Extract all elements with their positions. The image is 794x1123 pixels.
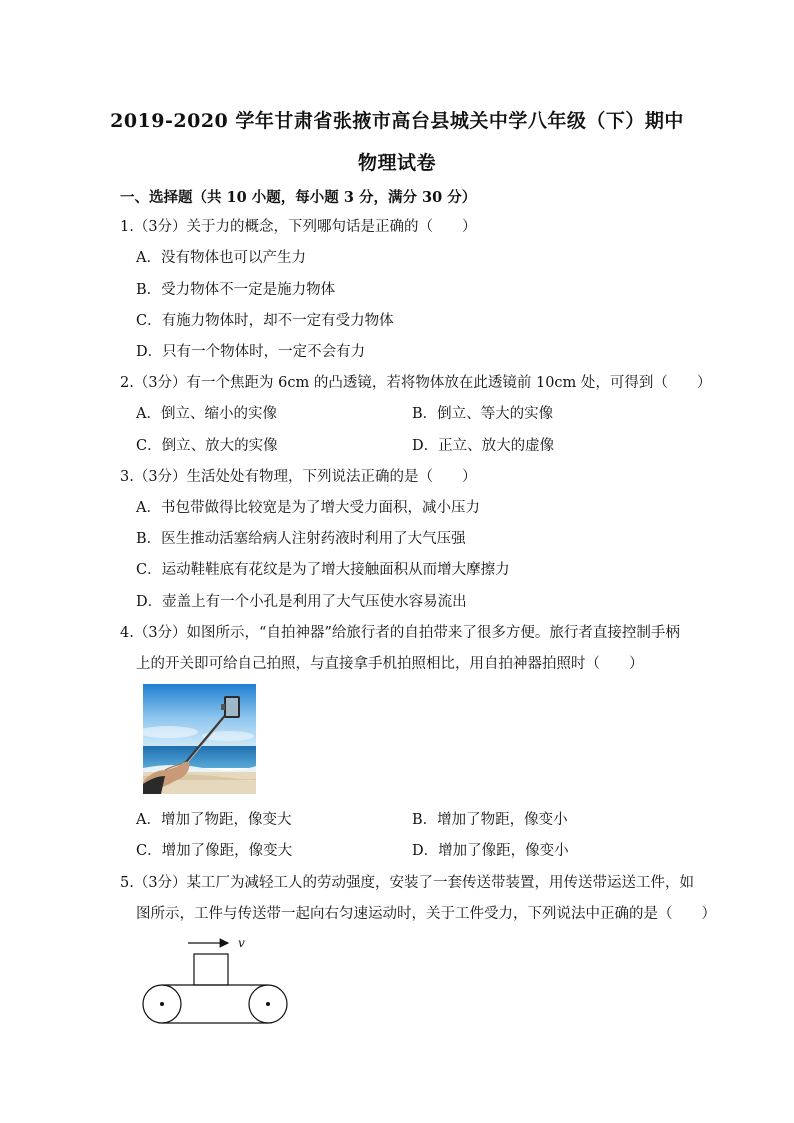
question-4-option-d: D．增加了像距，像变小 xyxy=(412,843,569,859)
question-4-option-a: A．增加了物距，像变大 xyxy=(136,812,292,828)
question-2-option-b: B．倒立、等大的实像 xyxy=(412,406,554,422)
question-3-stem: 3.（3分）生活处处有物理，下列说法正确的是（ ） xyxy=(120,469,477,485)
question-4-option-c: C．增加了像距，像变大 xyxy=(136,843,293,859)
section-header: 一、选择题（共 10 小题，每小题 3 分，满分 30 分） xyxy=(120,189,477,206)
question-5-stem-continued: 图所示，工件与传送带一起向右匀速运动时，关于工件受力，下列说法中正确的是（ ） xyxy=(136,906,716,922)
conveyor-belt-diagram xyxy=(136,936,296,1031)
question-5-stem: 5.（3分）某工厂为减轻工人的劳动强度，安装了一套传送带装置，用传送带运送工件，如 xyxy=(120,875,695,891)
exam-title-line-1: 2019-2020 学年甘肃省张掖市高台县城关中学八年级（下）期中 xyxy=(110,110,684,132)
question-4-stem: 4.（3分）如图所示，“自拍神器”给旅行者的自拍带来了很多方便。旅行者直接控制手柄 xyxy=(120,625,680,641)
exam-title-line-2: 物理试卷 xyxy=(357,152,436,174)
velocity-label: v xyxy=(238,936,245,950)
question-4-stem-continued: 上的开关即可给自己拍照，与直接拿手机拍照相比，用自拍神器拍照时（ ） xyxy=(136,656,644,672)
question-1-option-c: C．有施力物体时，却不一定有受力物体 xyxy=(136,313,394,329)
question-4-option-b: B．增加了物距，像变小 xyxy=(412,812,568,828)
question-3-option-c: C．运动鞋鞋底有花纹是为了增大接触面积从而增大摩擦力 xyxy=(136,562,510,578)
selfie-stick-photo xyxy=(143,684,256,794)
question-2-stem: 2.（3分）有一个焦距为 6cm 的凸透镜，若将物体放在此透镜前 10cm 处，可得到（ ） xyxy=(120,375,712,391)
question-1-option-b: B．受力物体不一定是施力物体 xyxy=(136,282,336,298)
question-2-option-c: C．倒立、放大的实像 xyxy=(136,438,278,454)
question-3-option-d: D．壶盖上有一个小孔是利用了大气压使水容易流出 xyxy=(136,594,467,610)
question-1-stem: 1.（3分）关于力的概念，下列哪句话是正确的（ ） xyxy=(120,219,477,235)
question-3-option-b: B．医生推动活塞给病人注射药液时利用了大气压强 xyxy=(136,531,466,547)
question-2-option-a: A．倒立、缩小的实像 xyxy=(136,406,277,422)
question-1-option-a: A．没有物体也可以产生力 xyxy=(136,250,306,266)
question-3-option-a: A．书包带做得比较宽是为了增大受力面积，减小压力 xyxy=(136,500,480,516)
question-1-option-d: D．只有一个物体时，一定不会有力 xyxy=(136,344,366,360)
question-2-option-d: D．正立、放大的虚像 xyxy=(412,438,555,454)
